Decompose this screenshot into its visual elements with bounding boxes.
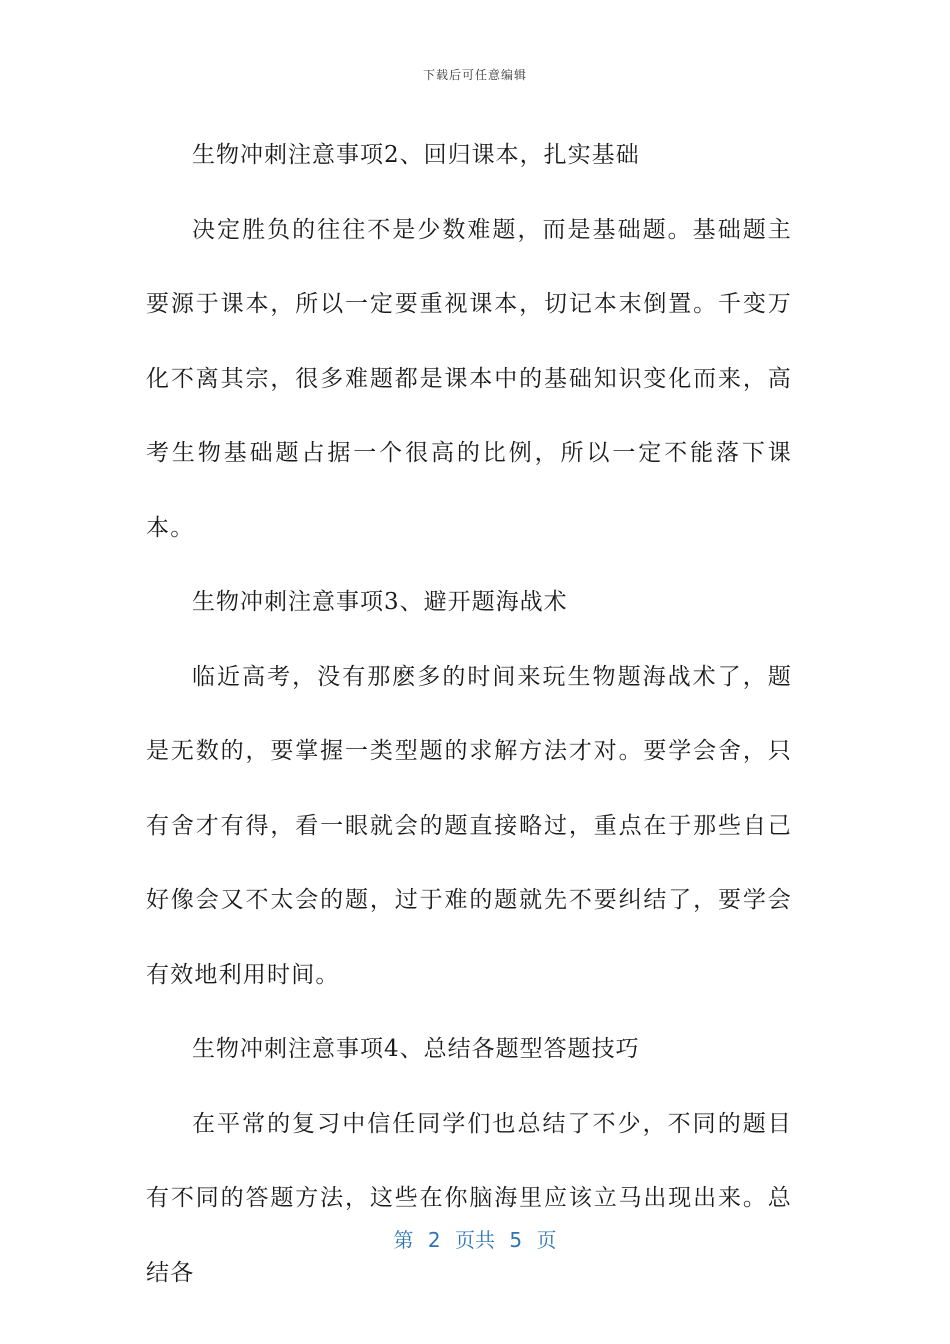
body-paragraph-2: 临近高考，没有那麽多的时间来玩生物题海战术了，题是无数的，要掌握一类型题的求解方法才对。要学会舍，只有舍才有得，看一眼就会的题直接略过，重点在于那些自己好像会又不太会的题，过于难的题就先不要纠结了，要学会有效地利用时间。 [146, 663, 792, 988]
section-heading-3: 生物冲刺注意事项3、避开题海战术 [192, 589, 568, 615]
header-note: 下载后可任意编辑 [422, 68, 527, 82]
body-paragraph-3: 在平常的复习中信任同学们也总结了不少，不同的题目有不同的答题方法，这些在你脑海里应该立马出现出来。总结各 [146, 1110, 792, 1286]
footer-prefix: 第 [393, 1228, 414, 1252]
body-paragraph-1: 决定胜负的往往不是少数难题，而是基础题。基础题主要源于课本，所以一定要重视课本，切记本末倒置。千变万化不离其宗，很多难题都是课本中的基础知识变化而来，高考生物基础题占据一个很高的比例，所以一定不能落下课本。 [146, 216, 792, 541]
footer-middle: 页共 [455, 1228, 495, 1252]
footer-total-pages: 5 [509, 1228, 523, 1252]
footer-suffix: 页 [536, 1228, 557, 1252]
page-footer [0, 1224, 950, 1253]
document-body [146, 118, 792, 1310]
section-heading-4: 生物冲刺注意事项4、总结各题型答题技巧 [192, 1036, 640, 1062]
section-heading-2: 生物冲刺注意事项2、回归课本，扎实基础 [192, 142, 640, 168]
footer-current-page: 2 [427, 1228, 441, 1252]
